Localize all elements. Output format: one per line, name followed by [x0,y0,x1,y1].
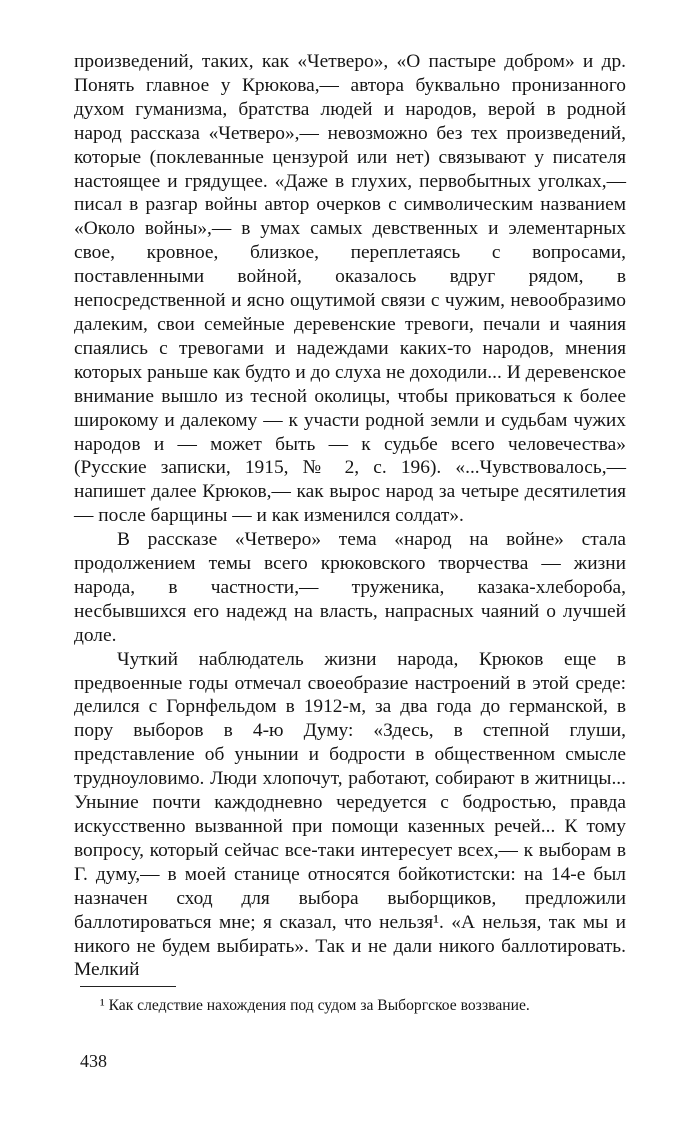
main-text [74,50,626,982]
footnote [80,996,626,1016]
paragraph-1: произведений, таких, как «Четверо», «О пастыре добром» и др. Понять главное у Крюкова,— автора буквально пронизанного духом гуманизма, братства людей и народов, верой в родной народ рассказа «Четверо»,— невозможно без тех произведений, которые (поклеванные цензурой или нет) связывают у писателя настоящее и грядущее. «Даже в глухих, первобытных уголках,— писал в разгар войны автор очерков с символическим названием «Около войны»,— в умах самых девственных и элементарных свое, кровное, близкое, переплетаясь с вопросами, поставленными войной, оказалось вдруг рядом, в непосредственной и ясно ощутимой связи с чужим, невообразимо далеким, свои семейные деревенские тревоги, печали и чаяния спаялись с тревогами и надеждами каких-то народов, мнения которых раньше как будто и до слуха не доходили... И деревенское внимание вышло из тесной околицы, чтобы приковаться к более широкому и далекому — к участи родной земли и судьбам чужих народов и — может быть — к судьбе всего человечества» (Русские записки, 1915, № 2, с. 196). «...Чувствовалось,— напишет далее Крюков,— как вырос народ за четыре десятилетия — после барщины — и как изменился солдат». [74,51,626,527]
page-body [74,50,626,982]
page-number: 438 [80,1051,107,1071]
paragraph-2: В рассказе «Четверо» тема «народ на войне» стала продолжением темы всего крюковского творчества — жизни народа, в частности,— труженика, казака-хлебороба, несбывшихся его надежд на власть, напрасных чаяний о лучшей доле. [74,529,626,646]
footnote-marker: ¹ [100,997,105,1014]
paragraph-3: Чуткий наблюдатель жизни народа, Крюков еще в предвоенные годы отмечал своеобразие настроений в этой среде: делился с Горнфельдом в 1912-м, за два года до германской, в пору выборов в 4-ю Думу: «Здесь, в степной глуши, представление об унынии и бодрости в общественном смысле трудноуловимо. Люди хлопочут, работают, собирают в житницы... Уныние почти каждодневно чередуется с бодростью, правда искусственно вызванной при помощи казенных речей... К тому вопросу, который сейчас все-таки интересует всех,— к выборам в Г. думу,— в моей станице относятся бойкотистски: на 14-е был назначен сход для выбора выборщиков, предложили баллотироваться мне; я сказал, что нельзя¹. «А нельзя, так мы и никого не будем выбирать». Так и не дали никого баллотировать. Мелкий [74,648,626,981]
footnote-text: Как следствие нахождения под судом за Выборгское воззвание. [108,997,530,1014]
footnote-divider [80,986,176,987]
